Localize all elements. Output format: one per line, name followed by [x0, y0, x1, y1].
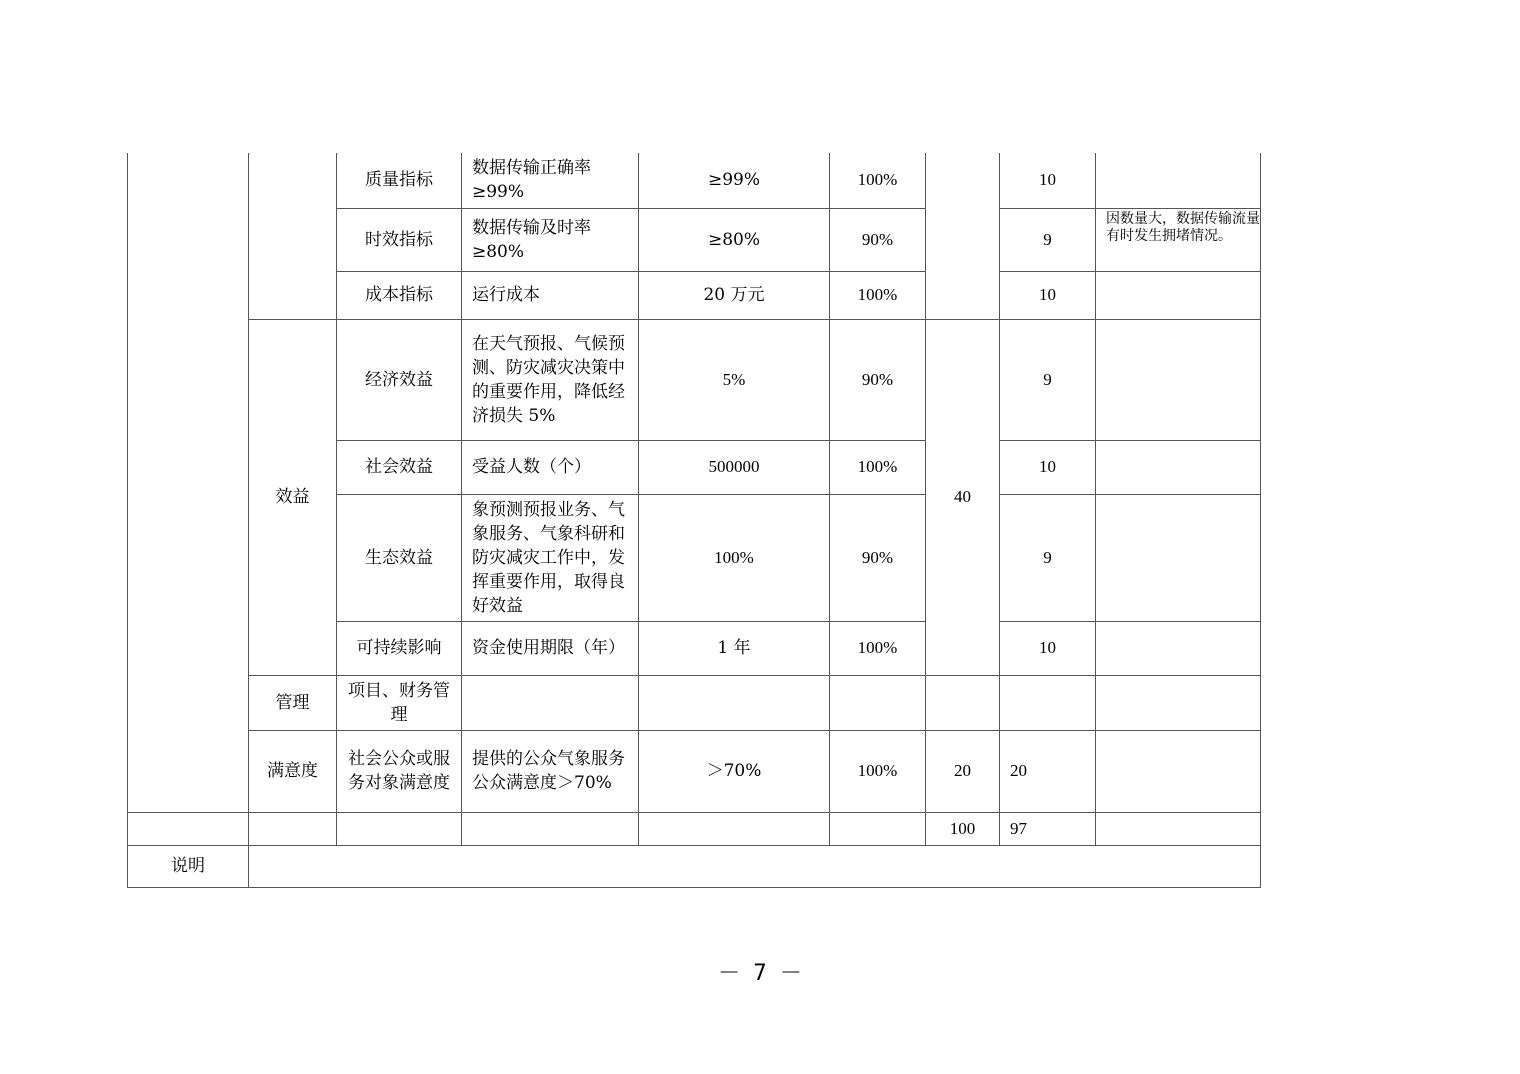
table-cell [249, 812, 337, 845]
score-value: 10 [1000, 271, 1096, 319]
score-value: 9 [1000, 494, 1096, 621]
table-row [128, 730, 1261, 812]
total-row [128, 812, 1261, 845]
table-cell [1096, 812, 1261, 845]
remark [1096, 319, 1261, 440]
indicator-name: 成本指标 [337, 271, 462, 319]
notes-content [249, 845, 1261, 887]
score-value: 9 [1000, 208, 1096, 271]
indicator-name: 生态效益 [337, 494, 462, 621]
actual-value: 100% [830, 440, 926, 494]
indicator-content: 数据传输正确率≥99% [462, 153, 639, 208]
actual-value: 100% [830, 271, 926, 319]
remark [1096, 440, 1261, 494]
indicator-name: 经济效益 [337, 319, 462, 440]
indicator-content: 在天气预报、气候预测、防灾减灾决策中的重要作用，降低经济损失 5% [462, 319, 639, 440]
performance-table [127, 153, 1261, 888]
actual-value: 100% [830, 730, 926, 812]
indicator-content: 运行成本 [462, 271, 639, 319]
table-cell [128, 153, 249, 812]
remark [1096, 621, 1261, 675]
indicator-name: 可持续影响 [337, 621, 462, 675]
indicator-content: 提供的公众气象服务公众满意度＞70% [462, 730, 639, 812]
actual-value: 90% [830, 208, 926, 271]
category-label: 管理 [249, 675, 337, 730]
indicator-content [462, 675, 639, 730]
table-cell [639, 812, 830, 845]
table-cell [337, 812, 462, 845]
remark [1096, 494, 1261, 621]
indicator-content: 资金使用期限（年） [462, 621, 639, 675]
indicator-name: 时效指标 [337, 208, 462, 271]
table-cell [462, 812, 639, 845]
score-value: 9 [1000, 319, 1096, 440]
weight-cell [926, 153, 1000, 319]
actual-value: 90% [830, 494, 926, 621]
table-row [128, 675, 1261, 730]
table-cell [830, 812, 926, 845]
score-value: 10 [1000, 621, 1096, 675]
score-value: 10 [1000, 440, 1096, 494]
table-row [128, 319, 1261, 440]
indicator-name: 质量指标 [337, 153, 462, 208]
indicator-content: 受益人数（个） [462, 440, 639, 494]
target-value [639, 675, 830, 730]
page-number: － 7 － [718, 961, 802, 986]
score-value [1000, 675, 1096, 730]
table-cell [128, 812, 249, 845]
total-score: 97 [1000, 812, 1096, 845]
target-value: ≥99% [639, 153, 830, 208]
score-value: 20 [1000, 730, 1096, 812]
remark [1096, 675, 1261, 730]
target-value: 20 万元 [639, 271, 830, 319]
target-value: 500000 [639, 440, 830, 494]
category-label: 满意度 [249, 730, 337, 812]
remark [1096, 153, 1261, 208]
indicator-name: 社会公众或服务对象满意度 [337, 730, 462, 812]
remark [1096, 271, 1261, 319]
target-value: ＞70% [639, 730, 830, 812]
target-value: 5% [639, 319, 830, 440]
actual-value: 100% [830, 153, 926, 208]
target-value: 1 年 [639, 621, 830, 675]
target-value: 100% [639, 494, 830, 621]
weight-value [926, 675, 1000, 730]
score-value: 10 [1000, 153, 1096, 208]
indicator-name: 社会效益 [337, 440, 462, 494]
table-cell [249, 153, 337, 319]
actual-value [830, 675, 926, 730]
weight-value: 40 [926, 319, 1000, 675]
category-label: 效益 [249, 319, 337, 675]
actual-value: 100% [830, 621, 926, 675]
indicator-name: 项目、财务管理 [337, 675, 462, 730]
remark: 因数量大，数据传输流量有时发生拥堵情况。 [1096, 208, 1261, 271]
weight-value: 20 [926, 730, 1000, 812]
table-row [128, 153, 1261, 208]
indicator-content: 象预测预报业务、气象服务、气象科研和防灾减灾工作中，发挥重要作用，取得良好效益 [462, 494, 639, 621]
target-value: ≥80% [639, 208, 830, 271]
total-weight: 100 [926, 812, 1000, 845]
actual-value: 90% [830, 319, 926, 440]
notes-label: 说明 [128, 845, 249, 887]
indicator-content: 数据传输及时率≥80% [462, 208, 639, 271]
remark [1096, 730, 1261, 812]
notes-row [128, 845, 1261, 887]
